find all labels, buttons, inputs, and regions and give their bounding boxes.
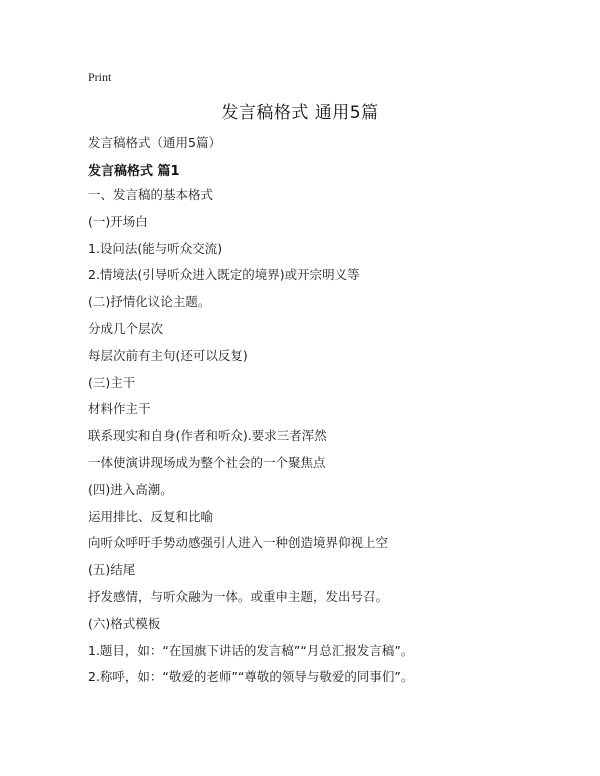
- text-line: (六)格式模板: [88, 615, 161, 631]
- text-line: (三)主干: [88, 374, 136, 390]
- text-line: (四)进入高潮。: [88, 481, 173, 497]
- text-line: 分成几个层次: [88, 320, 164, 336]
- text-line: 1.题目，如：“在国旗下讲话的发言稿”“月总汇报发言稿”。: [88, 642, 414, 658]
- text-line: 一体使演讲现场成为整个社会的一个聚焦点: [88, 454, 326, 470]
- text-line: 材料作主干: [88, 401, 151, 417]
- text-line: (五)结尾: [88, 562, 136, 578]
- text-line: 2.情境法(引导听众进入既定的境界)或开宗明义等: [88, 267, 360, 283]
- text-line: 运用排比、反复和比喻: [88, 508, 214, 524]
- section-heading: 发言稿格式 篇1: [88, 164, 180, 179]
- text-line: 联系现实和自身(作者和听众).要求三者浑然: [88, 428, 327, 444]
- text-line: (二)抒情化议论主题。: [88, 294, 211, 310]
- text-line: (一)开场白: [88, 213, 148, 229]
- text-line: 2.称呼，如：“敬爱的老师”“尊敬的领导与敬爱的同事们”。: [88, 669, 414, 685]
- text-line: 一、发言稿的基本格式: [88, 187, 214, 202]
- document-subtitle: 发言稿格式（通用5篇）: [88, 135, 221, 150]
- text-line: 1.设问法(能与听众交流): [88, 240, 223, 256]
- print-label: Print: [88, 70, 112, 84]
- text-line: 向听众呼吁手势动感强引人进入一种创造境界仰视上空: [88, 535, 389, 551]
- text-line: 抒发感情，与听众融为一体。或重申主题，发出号召。: [88, 588, 389, 604]
- body-text: [88, 185, 568, 694]
- document-title: 发言稿格式 通用5篇: [221, 103, 379, 123]
- text-line: 每层次前有主句(还可以反复): [88, 347, 248, 363]
